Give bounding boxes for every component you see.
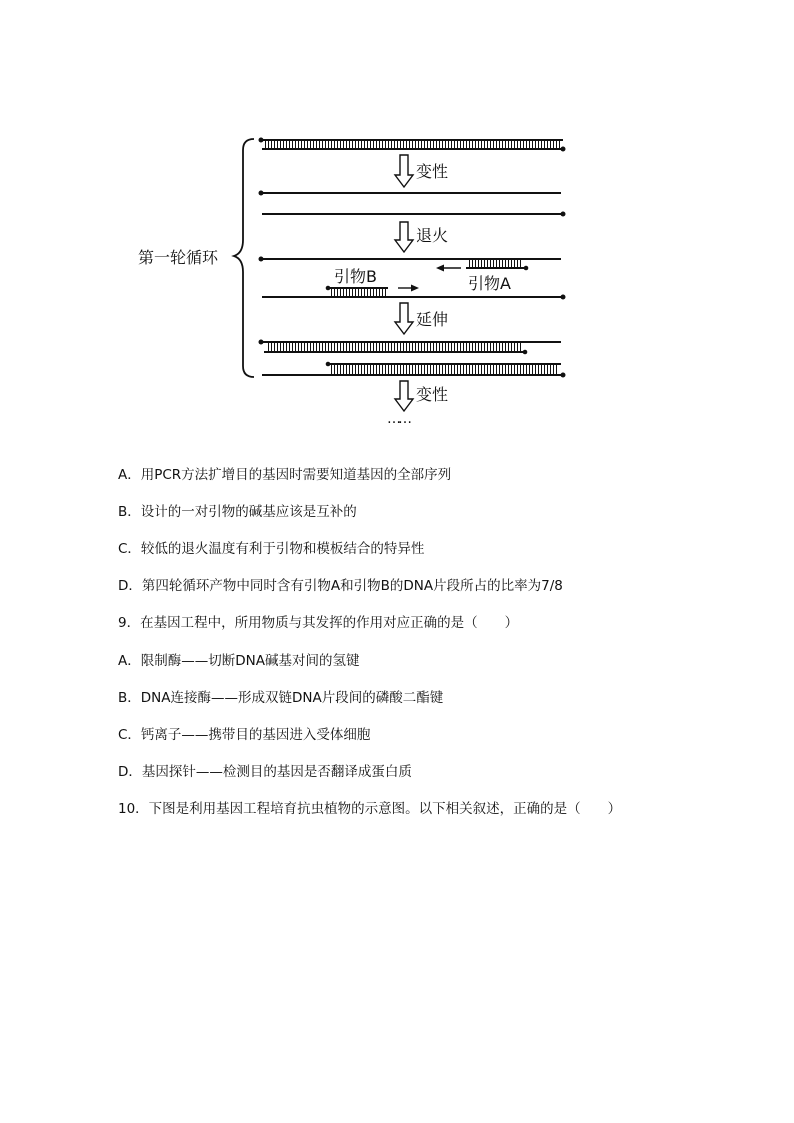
extended-dna-bottom <box>262 362 566 378</box>
q8-option-d: D．第四轮循环产物中同时含有引物A和引物B的DNA片段所占的比率为7/8 <box>118 578 563 594</box>
template-dna-double-strand <box>259 138 566 152</box>
ellipsis: …… <box>387 411 409 427</box>
cycle-brace <box>234 139 254 377</box>
extended-dna-top <box>259 340 562 355</box>
step-anneal-label: 退火 <box>416 226 449 245</box>
q8-option-c: C．较低的退火温度有利于引物和模板结合的特异性 <box>118 541 425 557</box>
primer-b-label: 引物B <box>334 267 377 286</box>
separated-strands <box>259 191 566 217</box>
down-arrow-icon <box>395 303 413 334</box>
q8-option-b: B．设计的一对引物的碱基应该是互补的 <box>118 504 357 520</box>
down-arrow-icon <box>395 381 413 411</box>
q9-option-a: A．限制酶——切断DNA碱基对间的氢键 <box>118 653 360 669</box>
step-denature-2-label: 变性 <box>416 385 449 404</box>
q8-option-a: A．用PCR方法扩增目的基因时需要知道基因的全部序列 <box>118 467 452 483</box>
q10-stem: 10．下图是利用基因工程培育抗虫植物的示意图。以下相关叙述，正确的是（ ） <box>118 801 622 817</box>
annealed-strand-top <box>259 257 562 272</box>
step-denature-label: 变性 <box>416 162 449 181</box>
step-extend-label: 延伸 <box>416 310 449 329</box>
primer-a-label: 引物A <box>468 274 511 293</box>
pcr-diagram <box>0 0 794 440</box>
q9-stem: 9．在基因工程中，所用物质与其发挥的作用对应正确的是（ ） <box>118 615 519 631</box>
down-arrow-icon <box>395 222 413 252</box>
cycle-label: 第一轮循环 <box>138 248 219 267</box>
q9-option-d: D．基因探针——检测目的基因是否翻译成蛋白质 <box>118 764 412 780</box>
down-arrow-icon <box>395 155 413 187</box>
annealed-strand-bottom <box>262 285 566 300</box>
q9-option-c: C．钙离子——携带目的基因进入受体细胞 <box>118 727 371 743</box>
q9-option-b: B．DNA连接酶——形成双链DNA片段间的磷酸二酯键 <box>118 690 444 706</box>
